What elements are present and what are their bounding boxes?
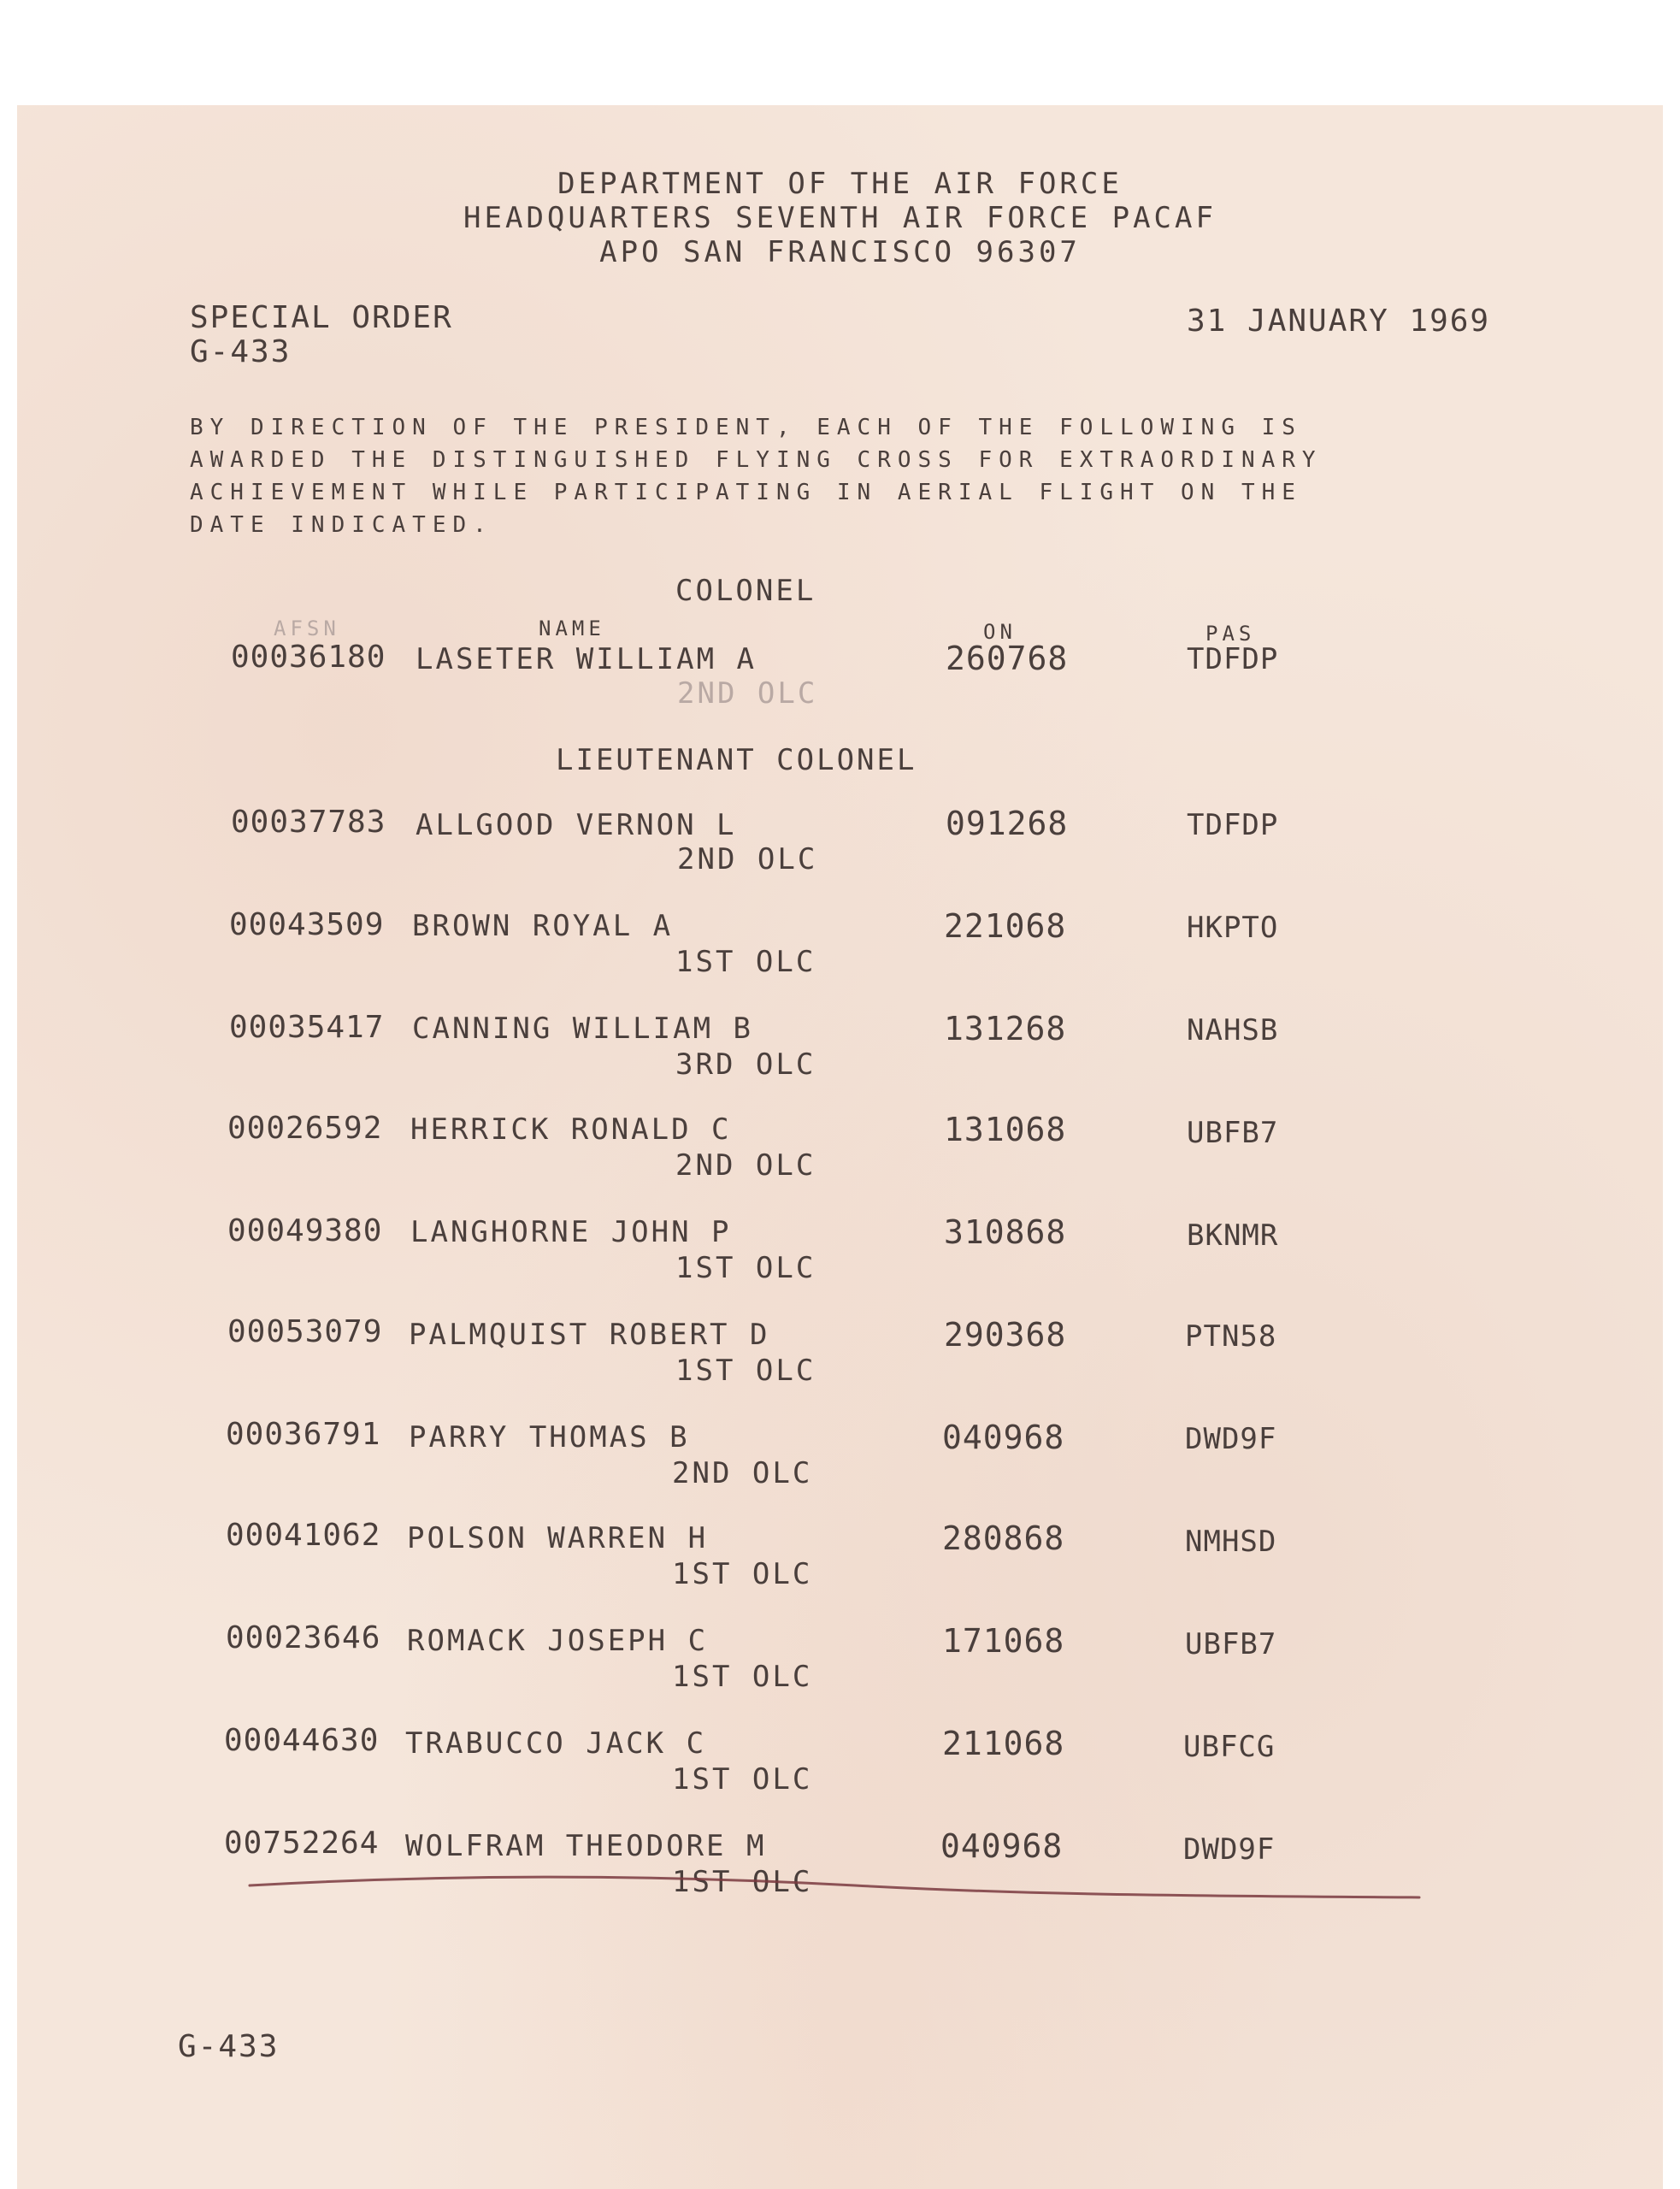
order-label: SPECIAL ORDER <box>190 300 453 335</box>
entry-olc: 1ST OLC <box>675 1354 816 1388</box>
rank-heading-colonel: COLONEL <box>675 574 816 608</box>
entry-afsn: 00043509 <box>229 907 385 942</box>
entry-olc: 2ND OLC <box>677 676 818 711</box>
citation-line-3: ACHIEVEMENT WHILE PARTICIPATING IN AERIAL FLIGHT ON THE <box>190 480 1302 505</box>
entry-pas: DWD9F <box>1185 1422 1277 1456</box>
entry-date: 040968 <box>940 1827 1064 1865</box>
entry-pas: NAHSB <box>1187 1013 1279 1047</box>
entry-pas: TDFDP <box>1187 808 1279 842</box>
entry-pas: UBFB7 <box>1187 1116 1279 1150</box>
entry-afsn: 00053079 <box>227 1314 383 1349</box>
entry-name: WOLFRAM THEODORE M <box>405 1829 767 1863</box>
header-line-1: DEPARTMENT OF THE AIR FORCE <box>557 167 1123 201</box>
entry-olc: 1ST OLC <box>672 1865 813 1899</box>
citation-line-2: AWARDED THE DISTINGUISHED FLYING CROSS FOR EXTRAORDINARY <box>190 447 1323 473</box>
entry-olc: 3RD OLC <box>675 1047 816 1082</box>
entry-afsn: 00044630 <box>224 1723 380 1758</box>
entry-pas: HKPTO <box>1187 911 1279 945</box>
entry-name: LASETER WILLIAM A <box>416 642 757 676</box>
entry-name: POLSON WARREN H <box>407 1521 709 1555</box>
entry-pas: NMHSD <box>1185 1525 1277 1559</box>
citation-line-1: BY DIRECTION OF THE PRESIDENT, EACH OF THE FOLLOWING IS <box>190 415 1302 440</box>
entry-pas: DWD9F <box>1183 1832 1276 1867</box>
column-header-on: ON <box>983 620 1017 644</box>
header-line-3: APO SAN FRANCISCO 96307 <box>599 235 1081 269</box>
footer-order-number: G-433 <box>178 2029 280 2064</box>
column-header-pas: PAS <box>1205 622 1256 646</box>
entry-afsn: 00026592 <box>227 1111 383 1146</box>
entry-date: 211068 <box>942 1725 1065 1762</box>
entry-date: 171068 <box>942 1622 1065 1660</box>
entry-date: 310868 <box>944 1213 1067 1251</box>
pen-strike-line <box>17 105 1663 2189</box>
document-page <box>17 105 1663 2189</box>
entry-name: ROMACK JOSEPH C <box>407 1624 709 1658</box>
entry-afsn: 00049380 <box>227 1213 383 1248</box>
entry-pas: PTN58 <box>1185 1319 1277 1354</box>
entry-olc: 2ND OLC <box>675 1148 816 1183</box>
entry-olc: 1ST OLC <box>675 1251 816 1285</box>
entry-date: 040968 <box>942 1419 1065 1456</box>
entry-name: HERRICK RONALD C <box>410 1112 732 1147</box>
entry-name: PARRY THOMAS B <box>409 1420 690 1454</box>
entry-name: LANGHORNE JOHN P <box>410 1215 732 1249</box>
entry-pas: TDFDP <box>1187 642 1279 676</box>
entry-name: ALLGOOD VERNON L <box>416 808 737 842</box>
entry-name: TRABUCCO JACK C <box>405 1726 707 1761</box>
entry-date: 260768 <box>946 640 1069 677</box>
entry-pas: UBFCG <box>1183 1730 1276 1764</box>
entry-afsn: 00023646 <box>226 1620 381 1655</box>
entry-afsn: 00036791 <box>226 1417 381 1452</box>
entry-name: BROWN ROYAL A <box>412 909 674 943</box>
entry-afsn: 00041062 <box>226 1518 381 1553</box>
entry-afsn: 00036180 <box>231 640 386 675</box>
entry-date: 131068 <box>944 1111 1067 1148</box>
entry-olc: 1ST OLC <box>672 1557 813 1591</box>
entry-name: CANNING WILLIAM B <box>412 1012 753 1046</box>
entry-afsn: 00037783 <box>231 805 386 840</box>
entry-olc: 1ST OLC <box>672 1660 813 1694</box>
entry-date: 131268 <box>944 1010 1067 1047</box>
entry-olc: 1ST OLC <box>675 945 816 979</box>
entry-pas: UBFB7 <box>1185 1627 1277 1661</box>
entry-pas: BKNMR <box>1187 1218 1279 1253</box>
order-date: 31 JANUARY 1969 <box>1187 304 1491 339</box>
column-header-name: NAME <box>539 617 605 640</box>
entry-date: 221068 <box>944 907 1067 945</box>
header-line-2: HEADQUARTERS SEVENTH AIR FORCE PACAF <box>463 201 1217 235</box>
entry-date: 091268 <box>946 805 1069 842</box>
entry-olc: 2ND OLC <box>672 1456 813 1490</box>
column-header-afsn: AFSN <box>274 617 340 640</box>
entry-afsn: 00752264 <box>224 1826 380 1861</box>
entry-date: 280868 <box>942 1519 1065 1557</box>
rank-heading-lieutenant-colonel: LIEUTENANT COLONEL <box>556 743 917 777</box>
citation-line-4: DATE INDICATED. <box>190 512 493 538</box>
entry-name: PALMQUIST ROBERT D <box>409 1318 770 1352</box>
order-number: G-433 <box>190 334 292 369</box>
entry-olc: 1ST OLC <box>672 1762 813 1797</box>
entry-afsn: 00035417 <box>229 1010 385 1045</box>
entry-olc: 2ND OLC <box>677 842 818 876</box>
entry-date: 290368 <box>944 1316 1067 1354</box>
